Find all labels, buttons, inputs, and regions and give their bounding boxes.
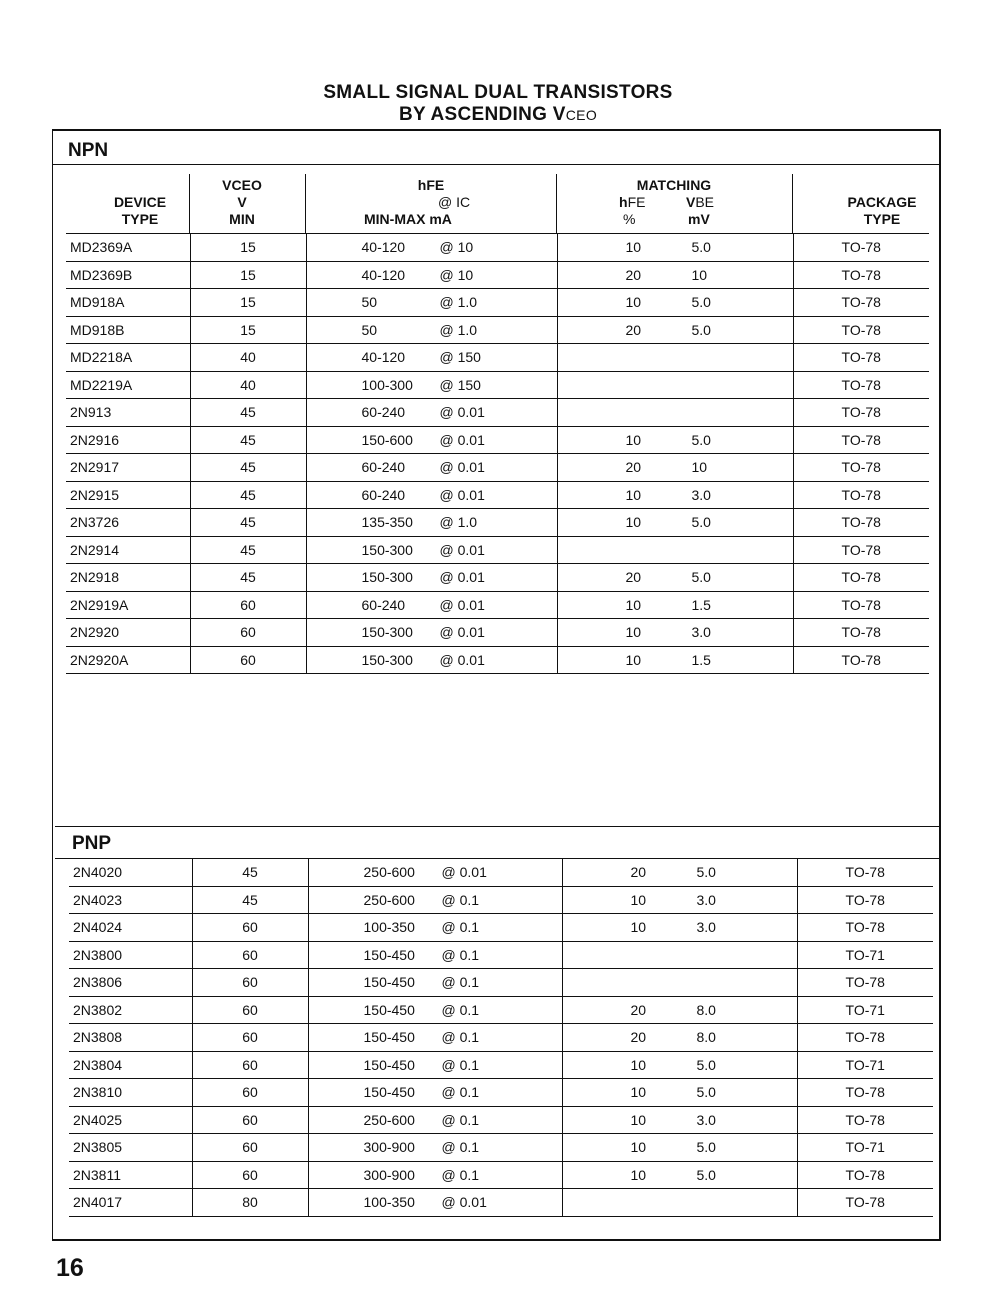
table-row <box>69 996 933 1024</box>
table-row <box>66 619 929 647</box>
pnp-section-label: PNP <box>72 833 112 854</box>
hfe-cell: 60-240 @ 0.01 <box>306 481 557 509</box>
matching-cell: 10 5.0 <box>562 1051 797 1079</box>
device-type-cell: MD2369A <box>66 234 190 261</box>
table-row <box>69 1189 933 1217</box>
matching-cell <box>562 941 797 969</box>
vceo-cell: 15 <box>190 234 306 261</box>
page-subtitle <box>0 104 996 126</box>
matching-cell: 20 10 <box>557 454 793 482</box>
package-cell: TO-78 <box>797 1161 933 1189</box>
vceo-cell: 45 <box>190 426 306 454</box>
package-cell: TO-78 <box>793 454 929 482</box>
npn-header-divider <box>189 174 190 234</box>
package-cell: TO-78 <box>793 426 929 454</box>
table-row <box>69 1024 933 1052</box>
package-cell: TO-78 <box>797 886 933 914</box>
hfe-cell: 250-600 @ 0.1 <box>308 1106 562 1134</box>
package-cell: TO-78 <box>793 234 929 261</box>
matching-cell <box>557 399 793 427</box>
hfe-cell: 50 @ 1.0 <box>306 289 557 317</box>
matching-cell: 20 5.0 <box>557 316 793 344</box>
matching-cell: 20 5.0 <box>557 564 793 592</box>
hfe-cell: 150-450 @ 0.1 <box>308 1051 562 1079</box>
vceo-cell: 60 <box>192 1106 308 1134</box>
device-type-cell: 2N3805 <box>69 1134 192 1162</box>
matching-cell: 20 10 <box>557 261 793 289</box>
hfe-cell: 150-450 @ 0.1 <box>308 1024 562 1052</box>
package-cell: TO-78 <box>797 914 933 942</box>
header-match-vbe: VBE <box>686 194 715 210</box>
matching-cell: 10 3.0 <box>557 619 793 647</box>
vceo-cell: 40 <box>190 371 306 399</box>
device-type-cell: 2N2919A <box>66 591 190 619</box>
vceo-cell: 60 <box>192 1051 308 1079</box>
table-row <box>69 969 933 997</box>
npn-section-label: NPN <box>68 140 109 161</box>
matching-cell <box>562 1189 797 1217</box>
table-row <box>69 1079 933 1107</box>
hfe-cell: 135-350 @ 1.0 <box>306 509 557 537</box>
vceo-cell: 45 <box>190 509 306 537</box>
hfe-cell: 150-450 @ 0.1 <box>308 996 562 1024</box>
vceo-cell: 15 <box>190 289 306 317</box>
device-type-cell: 2N4017 <box>69 1189 192 1217</box>
vceo-cell: 45 <box>190 481 306 509</box>
vceo-cell: 60 <box>192 1134 308 1162</box>
package-cell: TO-78 <box>793 509 929 537</box>
table-row <box>66 646 929 674</box>
hfe-cell: 250-600 @ 0.1 <box>308 886 562 914</box>
device-type-cell: MD2369B <box>66 261 190 289</box>
vceo-cell: 45 <box>190 454 306 482</box>
table-row <box>66 426 929 454</box>
table-row <box>66 564 929 592</box>
hfe-cell: 150-300 @ 0.01 <box>306 536 557 564</box>
vceo-cell: 60 <box>190 619 306 647</box>
page-title <box>0 82 996 104</box>
package-cell: TO-71 <box>797 941 933 969</box>
vceo-cell: 60 <box>192 996 308 1024</box>
package-cell: TO-71 <box>797 996 933 1024</box>
hfe-cell: 150-300 @ 0.01 <box>306 564 557 592</box>
pnp-section-top-rule <box>55 826 941 827</box>
vceo-cell: 60 <box>192 969 308 997</box>
matching-cell: 10 5.0 <box>557 234 793 261</box>
hfe-cell: 40-120 @ 10 <box>306 261 557 289</box>
header-vceo: VCEO V MIN <box>222 177 262 227</box>
vceo-cell: 60 <box>192 1161 308 1189</box>
table-row <box>66 371 929 399</box>
vceo-cell: 60 <box>192 1079 308 1107</box>
table-row <box>69 859 933 886</box>
table-row <box>66 261 929 289</box>
matching-cell: 20 5.0 <box>562 859 797 886</box>
package-cell: TO-78 <box>793 261 929 289</box>
matching-cell: 20 8.0 <box>562 996 797 1024</box>
vceo-cell: 40 <box>190 344 306 372</box>
package-cell: TO-78 <box>793 481 929 509</box>
hfe-cell: 150-300 @ 0.01 <box>306 619 557 647</box>
device-type-cell: 2N3802 <box>69 996 192 1024</box>
table-row <box>66 536 929 564</box>
table-row <box>66 289 929 317</box>
device-type-cell: 2N3810 <box>69 1079 192 1107</box>
hfe-cell: 150-600 @ 0.01 <box>306 426 557 454</box>
hfe-cell: 150-300 @ 0.01 <box>306 646 557 674</box>
package-cell: TO-71 <box>797 1134 933 1162</box>
device-type-cell: MD2219A <box>66 371 190 399</box>
matching-cell: 10 5.0 <box>557 426 793 454</box>
hfe-cell: 100-300 @ 150 <box>306 371 557 399</box>
package-cell: TO-78 <box>797 859 933 886</box>
vceo-cell: 60 <box>190 646 306 674</box>
vceo-cell: 45 <box>190 536 306 564</box>
hfe-cell: 60-240 @ 0.01 <box>306 591 557 619</box>
hfe-cell: 100-350 @ 0.01 <box>308 1189 562 1217</box>
package-cell: TO-78 <box>797 1189 933 1217</box>
header-package: PACKAGE TYPE <box>847 194 917 227</box>
device-type-cell: 2N2916 <box>66 426 190 454</box>
table-row <box>69 914 933 942</box>
hfe-cell: 40-120 @ 150 <box>306 344 557 372</box>
table-row <box>69 1161 933 1189</box>
npn-header-divider <box>792 174 793 234</box>
device-type-cell: 2N2918 <box>66 564 190 592</box>
matching-cell: 10 3.0 <box>562 1106 797 1134</box>
device-type-cell: 2N3808 <box>69 1024 192 1052</box>
table-row <box>69 1051 933 1079</box>
vceo-cell: 45 <box>192 859 308 886</box>
title-line-1: SMALL SIGNAL DUAL TRANSISTORS <box>323 82 673 103</box>
device-type-cell: 2N2915 <box>66 481 190 509</box>
vceo-cell: 45 <box>190 564 306 592</box>
device-type-cell: 2N2920 <box>66 619 190 647</box>
npn-label-divider <box>53 164 939 165</box>
matching-cell <box>557 536 793 564</box>
device-type-cell: 2N4025 <box>69 1106 192 1134</box>
npn-header-divider <box>305 174 306 234</box>
package-cell: TO-78 <box>793 536 929 564</box>
hfe-cell: 60-240 @ 0.01 <box>306 399 557 427</box>
table-row <box>66 509 929 537</box>
matching-cell: 10 1.5 <box>557 646 793 674</box>
hfe-cell: 100-350 @ 0.1 <box>308 914 562 942</box>
device-type-cell: 2N2920A <box>66 646 190 674</box>
package-cell: TO-78 <box>793 619 929 647</box>
npn-table <box>66 234 929 674</box>
matching-cell: 10 5.0 <box>562 1079 797 1107</box>
vceo-cell: 80 <box>192 1189 308 1217</box>
matching-cell: 10 3.0 <box>557 481 793 509</box>
table-row <box>69 886 933 914</box>
device-type-cell: 2N4023 <box>69 886 192 914</box>
table-row <box>69 1134 933 1162</box>
vceo-cell: 45 <box>190 399 306 427</box>
vceo-cell: 60 <box>192 941 308 969</box>
matching-cell <box>557 344 793 372</box>
package-cell: TO-78 <box>793 399 929 427</box>
table-row <box>66 481 929 509</box>
matching-cell: 10 3.0 <box>562 914 797 942</box>
device-type-cell: 2N3804 <box>69 1051 192 1079</box>
device-type-cell: MD2218A <box>66 344 190 372</box>
matching-cell: 10 5.0 <box>562 1161 797 1189</box>
pnp-table <box>69 859 933 1217</box>
title-line-2-subscript: CEO <box>565 107 598 123</box>
package-cell: TO-78 <box>793 371 929 399</box>
vceo-cell: 45 <box>192 886 308 914</box>
package-cell: TO-78 <box>797 1024 933 1052</box>
matching-cell <box>557 371 793 399</box>
matching-cell: 10 5.0 <box>557 289 793 317</box>
table-row <box>66 316 929 344</box>
matching-cell: 10 5.0 <box>557 509 793 537</box>
package-cell: TO-78 <box>793 289 929 317</box>
vceo-cell: 60 <box>192 1024 308 1052</box>
device-type-cell: 2N3806 <box>69 969 192 997</box>
package-cell: TO-78 <box>793 591 929 619</box>
hfe-cell: 300-900 @ 0.1 <box>308 1134 562 1162</box>
table-row <box>66 454 929 482</box>
matching-cell: 10 5.0 <box>562 1134 797 1162</box>
vceo-cell: 15 <box>190 261 306 289</box>
npn-header-divider <box>556 174 557 234</box>
device-type-cell: 2N4020 <box>69 859 192 886</box>
vceo-cell: 60 <box>190 591 306 619</box>
table-row <box>69 941 933 969</box>
device-type-cell: MD918A <box>66 289 190 317</box>
matching-cell <box>562 969 797 997</box>
hfe-cell: 150-450 @ 0.1 <box>308 1079 562 1107</box>
device-type-cell: 2N3800 <box>69 941 192 969</box>
hfe-cell: 300-900 @ 0.1 <box>308 1161 562 1189</box>
device-type-cell: 2N3726 <box>66 509 190 537</box>
device-type-cell: 2N913 <box>66 399 190 427</box>
hfe-cell: 250-600 @ 0.01 <box>308 859 562 886</box>
hfe-cell: 40-120 @ 10 <box>306 234 557 261</box>
page-number: 16 <box>56 1254 84 1282</box>
table-row <box>66 399 929 427</box>
table-row <box>66 234 929 261</box>
hfe-cell: 50 @ 1.0 <box>306 316 557 344</box>
package-cell: TO-78 <box>793 344 929 372</box>
title-line-2: BY ASCENDING V <box>398 104 566 125</box>
matching-cell: 20 8.0 <box>562 1024 797 1052</box>
device-type-cell: 2N3811 <box>69 1161 192 1189</box>
header-matching: MATCHING hFE VBE % mV <box>619 177 715 227</box>
hfe-cell: 150-450 @ 0.1 <box>308 969 562 997</box>
header-device: DEVICE TYPE <box>113 194 167 227</box>
table-row <box>66 344 929 372</box>
package-cell: TO-78 <box>797 1106 933 1134</box>
package-cell: TO-78 <box>797 1079 933 1107</box>
hfe-cell: 60-240 @ 0.01 <box>306 454 557 482</box>
table-row <box>69 1106 933 1134</box>
device-type-cell: MD918B <box>66 316 190 344</box>
table-row <box>66 591 929 619</box>
device-type-cell: 2N2914 <box>66 536 190 564</box>
matching-cell: 10 1.5 <box>557 591 793 619</box>
package-cell: TO-78 <box>793 646 929 674</box>
vceo-cell: 15 <box>190 316 306 344</box>
header-hfe: hFE @ IC MIN-MAX mA <box>364 177 471 227</box>
vceo-cell: 60 <box>192 914 308 942</box>
device-type-cell: 2N4024 <box>69 914 192 942</box>
package-cell: TO-71 <box>797 1051 933 1079</box>
header-match-hfe: hFE <box>619 194 646 210</box>
package-cell: TO-78 <box>793 564 929 592</box>
hfe-cell: 150-450 @ 0.1 <box>308 941 562 969</box>
matching-cell: 10 3.0 <box>562 886 797 914</box>
package-cell: TO-78 <box>797 969 933 997</box>
package-cell: TO-78 <box>793 316 929 344</box>
device-type-cell: 2N2917 <box>66 454 190 482</box>
